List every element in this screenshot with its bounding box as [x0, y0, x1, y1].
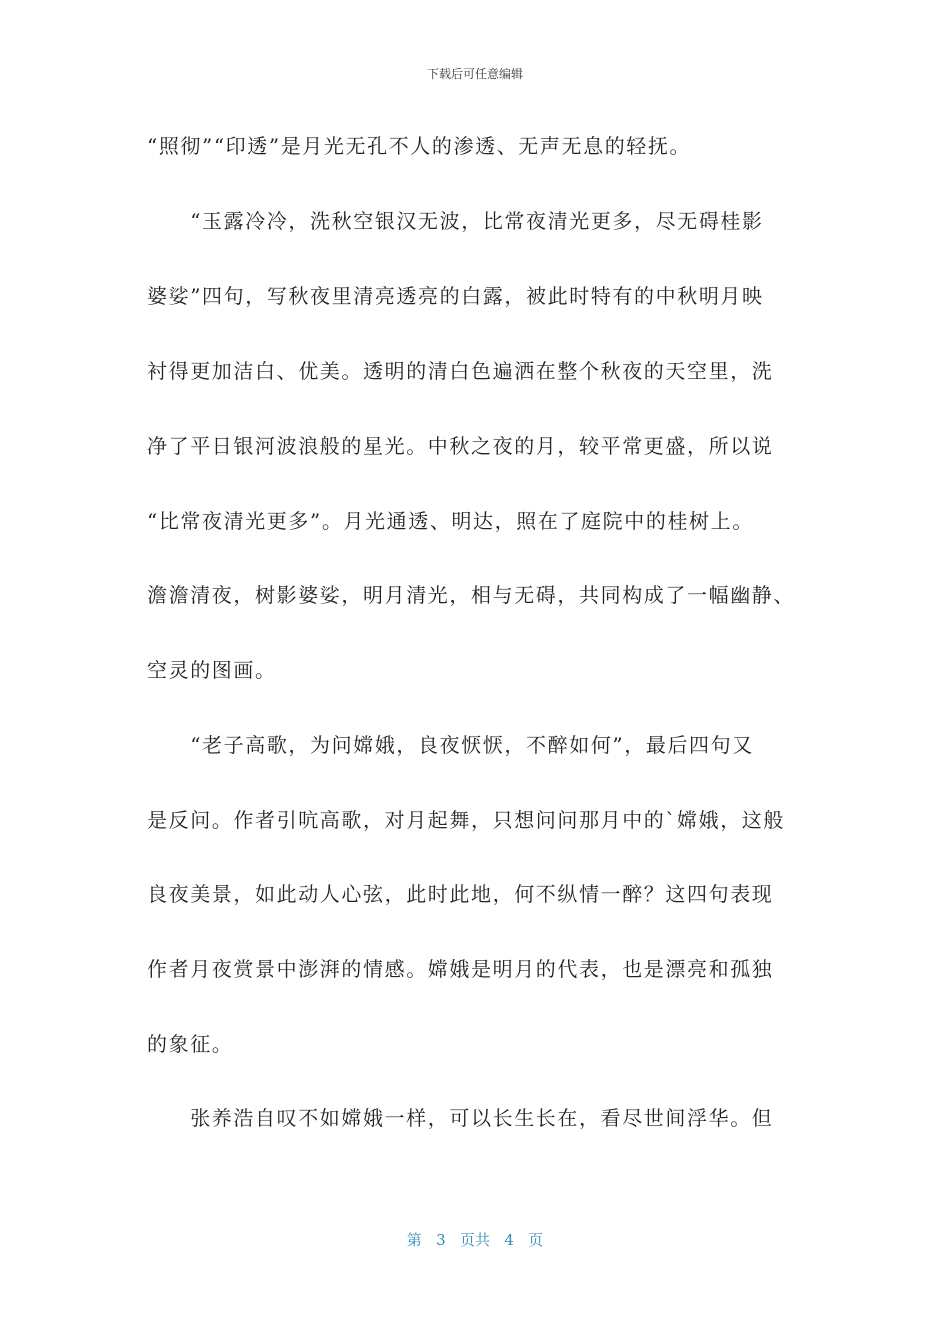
paragraph-line: 良夜美景，如此动人心弦，此时此地，何不纵情一醉？这四句表现: [147, 882, 774, 906]
paragraph-line: 是反问。作者引吭高歌，对月起舞，只想问问那月中的`嫦娥，这般: [147, 808, 785, 832]
paragraph-line: 空灵的图画。: [147, 658, 277, 682]
paragraph-line: 张养浩自叹不如嫦娥一样，可以长生长在，看尽世间浮华。但: [147, 1106, 774, 1130]
page-header-note: 下载后可任意编辑: [426, 67, 523, 81]
paragraph-line: “比常夜清光更多”。月光通透、明达，照在了庭院中的桂树上。: [147, 509, 754, 533]
page-label-suffix: 页: [528, 1231, 544, 1249]
current-page-number: 3: [436, 1231, 446, 1249]
paragraph-line: 净了平日银河波浪般的星光。中秋之夜的月，较平常更盛，所以说: [147, 434, 774, 458]
paragraph-line: “玉露冷冷，洗秋空银汉无波，比常夜清光更多，尽无碍桂影: [147, 209, 764, 233]
paragraph-line: 的象征。: [147, 1032, 234, 1056]
page-label-middle: 页共: [459, 1231, 490, 1249]
paragraph-line: 婆娑”四句，写秋夜里清亮透亮的白露，被此时特有的中秋明月映: [147, 284, 764, 308]
page-number-footer: [0, 1230, 950, 1250]
paragraph-line: 澹澹清夜，树影婆娑，明月清光，相与无碍，共同构成了一幅幽静、: [147, 583, 795, 607]
page-label-prefix: 第: [406, 1231, 422, 1249]
paragraph-line: 衬得更加洁白、优美。透明的清白色遍洒在整个秋夜的天空里，洗: [147, 359, 774, 383]
paragraph-line: “老子高歌，为问嫦娥，良夜恹恹，不醉如何”，最后四句又: [147, 733, 754, 757]
paragraph-line: 作者月夜赏景中澎湃的情感。嫦娥是明月的代表，也是漂亮和孤独: [147, 957, 774, 981]
paragraph-line: “照彻”“印透”是月光无孔不人的渗透、无声无息的轻抚。: [147, 134, 692, 158]
total-pages-number: 4: [504, 1231, 514, 1249]
